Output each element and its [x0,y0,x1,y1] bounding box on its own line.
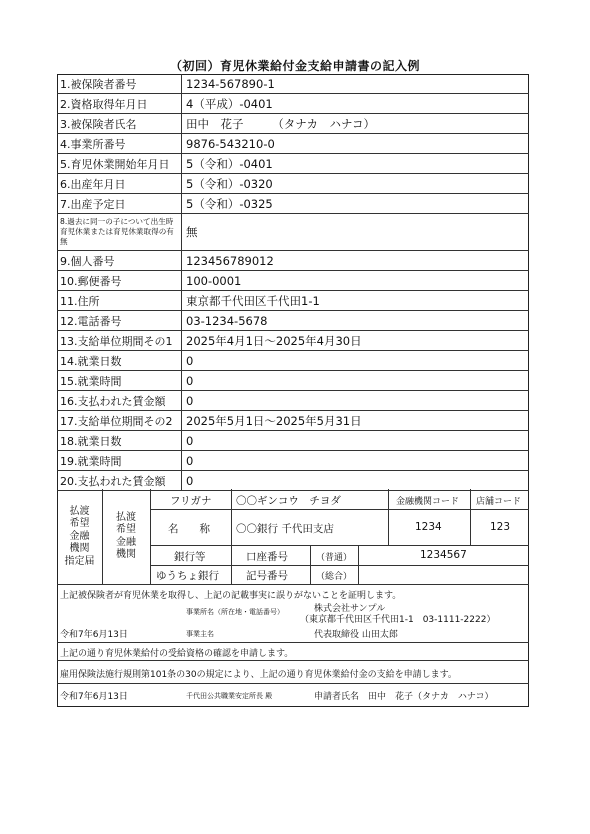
form-row-11 [57,291,529,311]
form-row-8 [57,214,529,251]
field-label: 11.住所 [57,291,182,310]
form-row-6 [57,174,529,194]
field-value: 東京都千代田区千代田1-1 [186,293,320,308]
form-row-13 [57,331,529,351]
form-row-1 [57,74,529,94]
form-row-20 [57,471,529,491]
form-row-9 [57,251,529,271]
field-value: 無 [186,225,198,239]
field-value: 100-0001 [186,273,242,288]
application-date: 令和7年6月13日 [60,692,128,702]
bank-etc-label: 銀行等 [174,551,206,563]
field-label: 20.支払われた賃金額 [57,471,182,490]
form-row-3 [57,114,529,134]
form-row-15 [57,371,529,391]
symbol-number-label: 記号番号 [246,570,288,582]
field-label: 4.事業所番号 [57,134,182,153]
field-value: 0 [186,453,194,468]
field-label: 13.支給単位期間その1 [57,331,182,350]
field-value: 0 [186,353,194,368]
employer-statement: 上記被保険者が育児休業を取得し、上記の記載事実に誤りがないことを証明します。 [60,591,402,601]
field-label: 8.過去に同一の子について出生時育児休業または育児休業取得の有無 [57,214,182,250]
company-name: 株式会社サンプル [314,604,386,614]
branch-code-value: 123 [490,521,511,533]
office-label: 事業所名（所在地・電話番号） [186,608,284,616]
field-label: 12.電話番号 [57,311,182,330]
form-row-10 [57,271,529,291]
field-value: 5（令和）-0325 [186,196,273,211]
furigana-value: 〇〇ギンコウ チヨダ [236,495,341,507]
owner-name: 代表取締役 山田太郎 [314,630,398,640]
field-label: 3.被保険者氏名 [57,114,182,133]
company-address: （東京都千代田区千代田1-1 03-1111-2222） [300,615,496,625]
field-label: 6.出産年月日 [57,174,182,193]
field-label: 16.支払われた賃金額 [57,391,182,410]
bank-code-value: 1234 [415,521,442,533]
field-value: 5（令和）-0320 [186,176,273,191]
page-title: （初回）育児休業給付金支給申請書の記入例 [169,59,420,73]
field-label: 14.就業日数 [57,351,182,370]
form-row-18 [57,431,529,451]
owner-label: 事業主名 [186,630,214,638]
field-label: 1.被保険者番号 [57,74,182,93]
field-label: 2.資格取得年月日 [57,94,182,113]
field-value: 0 [186,473,194,488]
field-label: 7.出産予定日 [57,194,182,213]
field-label: 9.個人番号 [57,251,182,270]
field-label: 18.就業日数 [57,431,182,450]
bank-inner-label: 払渡 希望 金融 機関 [116,512,136,561]
field-label: 15.就業時間 [57,371,182,390]
applicant-name: 申請者氏名 田中 花子（タナカ ハナコ） [314,692,494,702]
employer-date: 令和7年6月13日 [60,630,128,640]
branch-code-label: 店舗コード [476,497,522,507]
application-line2: 雇用保険法施行規則第101条の30の規定により、上記の通り育児休業給付金の支給を申請します。 [60,670,457,680]
field-value: 1234-567890-1 [186,76,275,91]
field-value: 4（平成）-0401 [186,96,273,111]
bank-name-label: 名 称 [168,523,210,535]
field-value: 5（令和）-0401 [186,156,273,171]
bank-outer-label: 払渡 希望 金融 機関 指定届 [64,506,95,567]
field-label: 19.就業時間 [57,451,182,470]
form-row-14 [57,351,529,371]
form-row-7 [57,194,529,214]
form-row-5 [57,154,529,174]
furigana-label: フリガナ [170,495,212,507]
application-line1: 上記の通り育児休業給付の受給資格の確認を申請します。 [60,649,294,659]
field-label: 17.支給単位期間その2 [57,411,182,430]
form-row-2 [57,94,529,114]
form-row-12 [57,311,529,331]
field-value: 0 [186,373,194,388]
field-value: 2025年4月1日～2025年4月30日 [186,333,362,348]
field-value: 0 [186,433,194,448]
form-row-16 [57,391,529,411]
yucho-label: ゆうちょ銀行 [156,570,219,582]
form-row-19 [57,451,529,471]
yucho-type: （総合） [316,572,353,582]
field-value: 9876-543210-0 [186,136,275,151]
form-row-4 [57,134,529,154]
form-row-17 [57,411,529,431]
field-value: 123456789012 [186,253,274,268]
account-number-value: 1234567 [420,549,467,561]
account-number-label: 口座番号 [246,551,288,563]
field-value: 03-1234-5678 [186,313,268,328]
field-label: 5.育児休業開始年月日 [57,154,182,173]
bank-name-value: 〇〇銀行 千代田支店 [236,523,334,535]
account-type: （普通） [316,553,353,563]
employment-office: 千代田公共職業安定所長 殿 [186,692,273,700]
field-value: 0 [186,393,194,408]
field-label: 10.郵便番号 [57,271,182,290]
field-value: 2025年5月1日～2025年5月31日 [186,413,362,428]
field-value: 田中 花子 （タナカ ハナコ） [186,116,376,131]
bank-code-label: 金融機関コード [396,497,460,507]
